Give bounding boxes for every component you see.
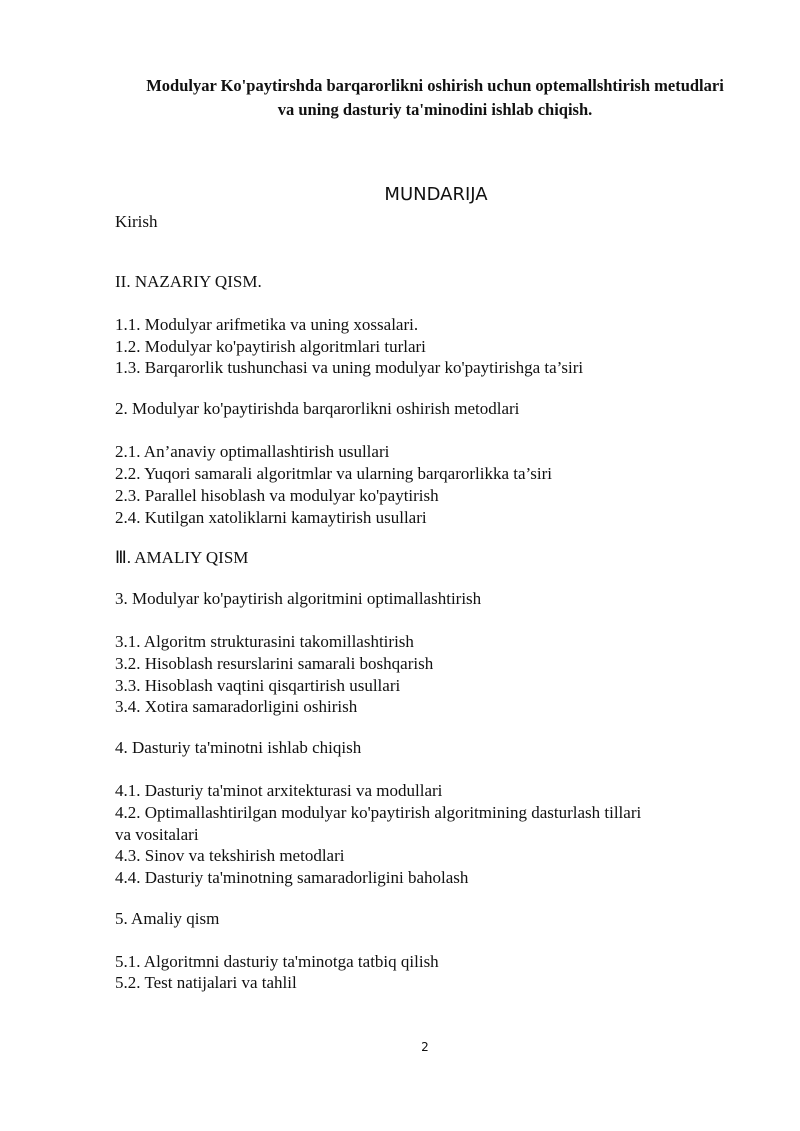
toc-entry: 2.3. Parallel hisoblash va modulyar ko'paytirish bbox=[115, 486, 439, 505]
toc-entry: Kirish bbox=[115, 212, 158, 231]
toc-entry: 4.2. Optimallashtirilgan modulyar ko'paytirish algoritmining dasturlash tillari bbox=[115, 803, 642, 822]
toc-entry: 2. Modulyar ko'paytirishda barqarorlikni oshirish metodlari bbox=[115, 399, 520, 418]
toc-entry: II. NAZARIY QISM. bbox=[115, 272, 262, 291]
toc-entry: 3. Modulyar ko'paytirish algoritmini optimallashtirish bbox=[115, 589, 482, 608]
toc-entry: 2.4. Kutilgan xatoliklarni kamaytirish usullari bbox=[115, 508, 427, 527]
toc-entry: 4. Dasturiy ta'minotni ishlab chiqish bbox=[115, 738, 362, 757]
title-line-2: va uning dasturiy ta'minodini ishlab chiqish. bbox=[277, 100, 593, 119]
toc-entry: 1.3. Barqarorlik tushunchasi va uning modulyar ko'paytirishga ta’siri bbox=[115, 358, 584, 377]
toc-entry: 1.2. Modulyar ko'paytirish algoritmlari turlari bbox=[115, 337, 426, 356]
toc-entry: 4.3. Sinov va tekshirish metodlari bbox=[115, 846, 345, 865]
toc-entry: 4.1. Dasturiy ta'minot arxitekturasi va modullari bbox=[115, 781, 443, 800]
toc-entry: 2.2. Yuqori samarali algoritmlar va ularning barqarorlikka ta’siri bbox=[115, 464, 552, 483]
toc-entry: 2.1. An’anaviy optimallashtirish usullari bbox=[115, 442, 390, 461]
toc-entry: 3.2. Hisoblash resurslarini samarali boshqarish bbox=[115, 654, 434, 673]
toc-heading: MUNDARIJA bbox=[384, 184, 488, 205]
page-number: 2 bbox=[421, 1040, 429, 1054]
toc-entry: 5.2. Test natijalari va tahlil bbox=[115, 973, 297, 992]
toc-entry: Ⅲ. AMALIY QISM bbox=[115, 548, 249, 567]
toc-entry: va vositalari bbox=[115, 825, 199, 844]
toc-entry: 3.1. Algoritm strukturasini takomillashtirish bbox=[115, 632, 414, 651]
toc-entry: 1.1. Modulyar arifmetika va uning xossalari. bbox=[115, 315, 419, 334]
document-title bbox=[100, 74, 770, 122]
toc-entry: 5.1. Algoritmni dasturiy ta'minotga tatbiq qilish bbox=[115, 952, 439, 971]
toc-entry: 3.4. Xotira samaradorligini oshirish bbox=[115, 697, 358, 716]
toc-entry: 3.3. Hisoblash vaqtini qisqartirish usullari bbox=[115, 676, 401, 695]
toc-entry: 5. Amaliy qism bbox=[115, 909, 220, 928]
toc-entry: 4.4. Dasturiy ta'minotning samaradorligini baholash bbox=[115, 868, 469, 887]
title-line-1: Modulyar Ko'paytirshda barqarorlikni oshirish uchun optemallshtirish metudlari bbox=[146, 76, 724, 95]
